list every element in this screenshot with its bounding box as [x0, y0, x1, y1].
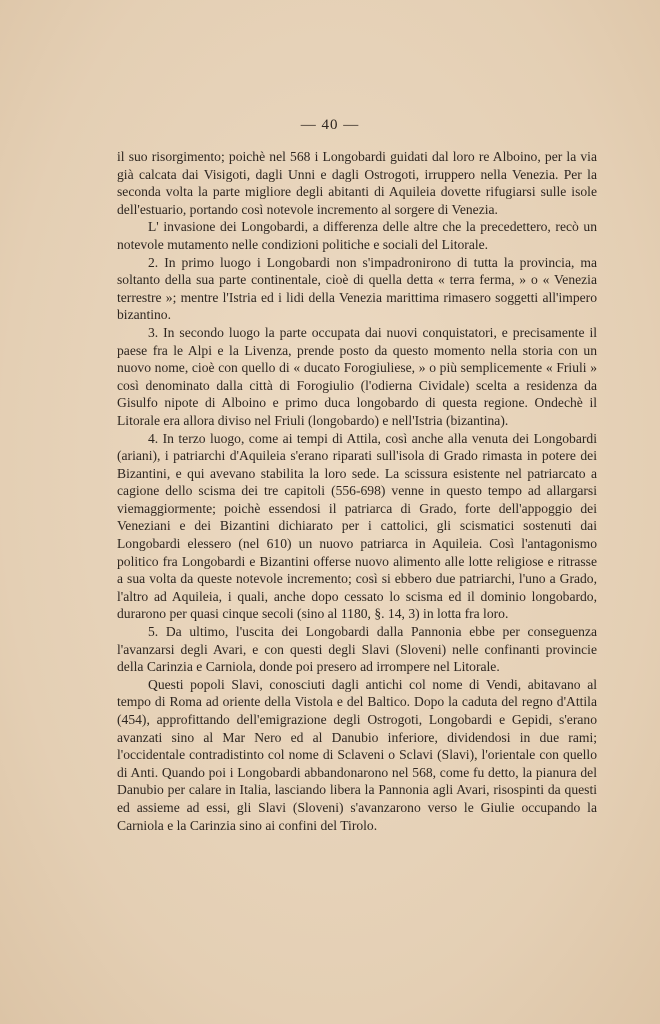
paragraph-6: 5. Da ultimo, l'uscita dei Longobardi dalla Pannonia ebbe per conseguenza l'avanzarsi degli Avari, e con questi degli Slavi (Sloveni) nelle confinanti provincie della Carinzia e Carniola, donde poi presero ad irrompere nel Litorale. — [117, 624, 597, 675]
paragraph-4: 3. In secondo luogo la parte occupata dai nuovi conquistatori, e precisamente il paese fra le Alpi e la Livenza, prende posto da questo momento nella storia con un nuovo nome, cioè con quello di « ducato Forogiuliese, » o più semplicemente « Friuli » così denominato dalla città di Forogiulio (l'odierna Cividale) scelta a residenza da Gisulfo nipote di Alboino e primo duca longobardo di questa regione. Ondechè il Litorale era allora diviso nel Friuli (longobardo) e nell'Istria (bizantina). — [117, 324, 597, 428]
paragraph-3: 2. In primo luogo i Longobardi non s'impadronirono di tutta la provincia, ma soltanto della sua parte continentale, cioè di quella detta « terra ferma, » o « Venezia terrestre »; mentre l'Istria ed i lidi della Venezia marittima rimasero soggetti all'impero bizantino. — [117, 254, 597, 323]
paragraph-2: L' invasione dei Longobardi, a differenza delle altre che la precedettero, recò un notevole mutamento nelle condizioni politiche e sociali del Litorale. — [117, 219, 597, 252]
paragraph-5: 4. In terzo luogo, come ai tempi di Attila, così anche alla venuta dei Longobardi (ariani), i patriarchi d'Aquileia s'erano riparati sull'isola di Grado rimasta in potere dei Bizantini, e qui avevano stabilita la loro sede. La scissura esistente nel patriarcato a cagione dello scisma dei tre capitoli (556-698) venne in questo tempo ad allargarsi viemaggiormente; poichè essendosi il patriarca di Grado, forte dell'appoggio dei Veneziani e dei Bizantini dichiarato per i cattolici, gli scismatici sostenuti dai Longobardi elessero (nel 610) un nuovo patriarca in Aquileia. Così l'antagonismo politico fra Longobardi e Bizantini offerse nuovo alimento alle lotte religiose e ritrasse a sua volta da queste notevole incremento; così si ebbero due patriarchi, l'uno a Grado, l'altro ad Aquileia, i quali, anche dopo cessato lo scisma ed il dominio longobardo, durarono per quasi cinque secoli (sino al 1180, §. 14, 3) in lotta fra loro. — [117, 430, 597, 622]
body-text — [117, 148, 597, 834]
paragraph-1: il suo risorgimento; poichè nel 568 i Longobardi guidati dal loro re Alboino, per la via già calcata dai Visigoti, dagli Unni e dagli Ostrogoti, irruppero nella Venezia. Per la seconda volta la parte migliore degli abitanti di Aquileia dovette rifugiarsi sulle isole dell'estuario, portando così notevole incremento al sorgere di Venezia. — [117, 149, 597, 217]
paragraph-7: Questi popoli Slavi, conosciuti dagli antichi col nome di Vendi, abitavano al tempo di Roma ad oriente della Vistola e del Baltico. Dopo la caduta del regno d'Attila (454), approfittando dell'emigrazione degli Ostrogoti, Longobardi e Gepidi, s'erano avanzati sino al Mar Nero ed al Danubio inferiore, dividendosi in due rami; l'occidentale contradistinto col nome di Sclaveni o Sclavi (Slavi), l'orientale con quello di Anti. Quando poi i Longobardi abbandonarono nel 568, come fu detto, la pianura del Danubio per calare in Italia, lasciando libera la Pannonia agli Avari, risospinti da questi ed assieme ad essi, gli Slavi (Sloveni) s'avanzarono verso le Giulie occupando la Carniola e la Carinzia sino ai confini del Tirolo. — [117, 676, 597, 833]
page-number: — 40 — — [300, 117, 360, 133]
